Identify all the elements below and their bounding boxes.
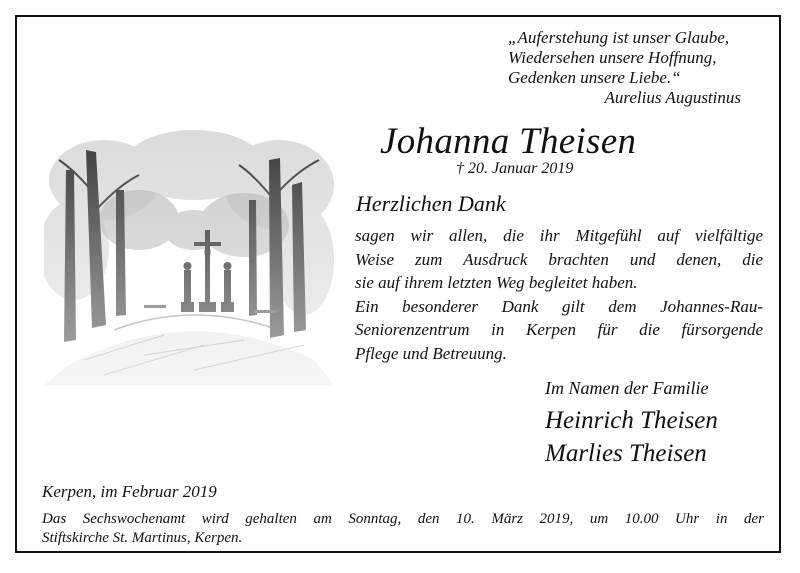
quote-line: „Auferstehung ist unser Glaube, — [508, 28, 729, 47]
quote-block — [508, 28, 741, 108]
message-line: Seniorenzentrum in Kerpen für die fürsorgende — [355, 320, 763, 339]
deceased-name: Johanna Theisen — [380, 121, 637, 162]
thanks-heading: Herzlichen Dank — [356, 191, 506, 216]
message-line: sagen wir allen, die ihr Mitgefühl auf vielfältige — [355, 226, 763, 245]
signature-name: Marlies Theisen — [545, 440, 707, 467]
message-line: Ein besonderer Dank gilt dem Johannes-Rau- — [355, 296, 763, 316]
service-line: Das Sechswochenamt wird gehalten am Sonntag, den 10. März 2019, um 10.00 Uhr in der — [42, 511, 764, 527]
quote-line: Wiedersehen unsere Hoffnung, — [508, 48, 717, 67]
message-line: sie auf ihrem letzten Weg begleitet haben. — [355, 273, 638, 292]
signature-intro: Im Namen der Familie — [545, 378, 709, 398]
quote-line: Gedenken unsere Liebe.“ — [508, 68, 681, 87]
service-info — [42, 510, 764, 548]
forest-crucifix-illustration — [44, 130, 334, 385]
place-date: Kerpen, im Februar 2019 — [42, 482, 217, 501]
service-line: Stiftskirche St. Martinus, Kerpen. — [42, 530, 243, 546]
message-line: Pflege und Betreuung. — [355, 343, 507, 363]
message-line: Weise zum Ausdruck brachten und denen, die — [355, 249, 763, 269]
thanks-message — [355, 224, 763, 365]
death-date: † 20. Januar 2019 — [456, 160, 574, 177]
signature-name: Heinrich Theisen — [545, 407, 718, 434]
quote-author: Aurelius Augustinus — [604, 88, 741, 107]
